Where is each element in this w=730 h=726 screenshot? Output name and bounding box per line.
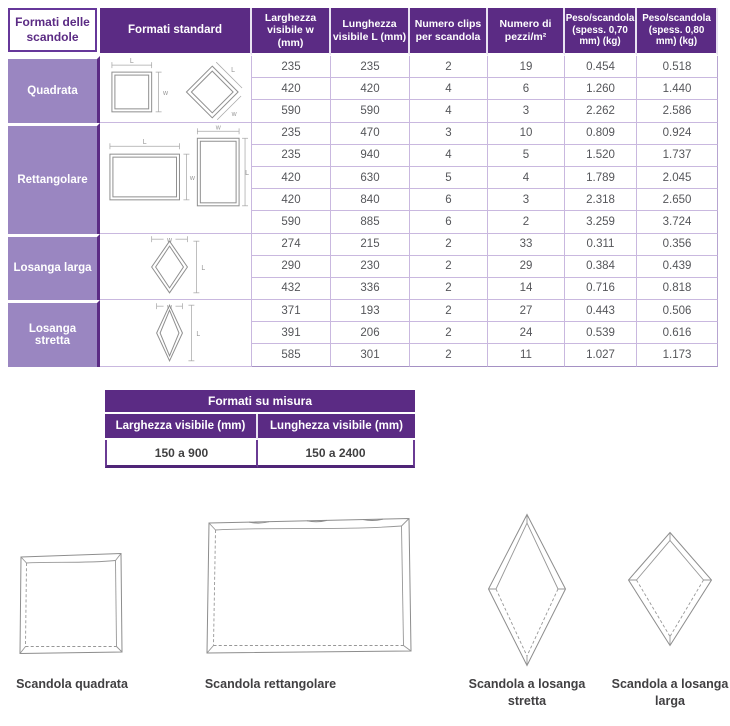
column-header-pezzi: Numero di pezzi/m² — [488, 8, 565, 56]
table-cell: 336 — [331, 278, 410, 300]
table-cell: 4 — [410, 145, 488, 167]
rectangle-shape-diagram — [100, 123, 251, 233]
narrow-diamond-shape-diagram — [100, 300, 251, 366]
table-cell: 391 — [252, 322, 331, 344]
table-cell: 0.818 — [637, 278, 718, 300]
table-cell: 301 — [331, 344, 410, 366]
table-cell: 0.716 — [565, 278, 637, 300]
corner-header: Formati delle scandole — [8, 8, 97, 52]
custom-header-lunghezza: Lunghezza visibile (mm) — [258, 414, 415, 440]
scandola-losanga-stretta-drawing — [485, 512, 569, 668]
table-cell: 206 — [331, 322, 410, 344]
table-cell: 2 — [410, 234, 488, 256]
dim-label-L: L — [245, 170, 249, 178]
table-cell: 590 — [252, 100, 331, 122]
table-cell: 193 — [331, 300, 410, 322]
dim-label-w: w — [167, 237, 173, 245]
scandola-losanga-larga-drawing — [626, 530, 714, 648]
table-cell: 2.586 — [637, 100, 718, 122]
table-cell: 1.789 — [565, 167, 637, 189]
table-cell: 2 — [410, 256, 488, 278]
group-label-rettangolare: Rettangolare — [8, 123, 100, 234]
group-label-losanga-stretta: Losanga stretta — [8, 300, 100, 367]
group-label-losanga-larga: Losanga larga — [8, 234, 100, 301]
table-cell: 27 — [488, 300, 565, 322]
table-cell: 371 — [252, 300, 331, 322]
custom-table-title: Formati su misura — [105, 390, 415, 414]
table-cell: 885 — [331, 211, 410, 233]
dim-label-w: w — [189, 175, 195, 183]
label-scandola-quadrata: Scandola quadrata — [16, 677, 128, 691]
table-cell: 3.259 — [565, 211, 637, 233]
wide-diamond-shape-diagram — [100, 234, 251, 300]
custom-value-lunghezza: 150 a 2400 — [258, 440, 415, 468]
table-cell: 6 — [488, 78, 565, 100]
table-cell: 235 — [252, 145, 331, 167]
table-cell: 2 — [410, 344, 488, 366]
table-cell: 1.027 — [565, 344, 637, 366]
table-cell: 590 — [331, 100, 410, 122]
table-cell: 290 — [252, 256, 331, 278]
table-cell: 230 — [331, 256, 410, 278]
table-cell: 11 — [488, 344, 565, 366]
diagram-quadrata — [100, 56, 252, 123]
dim-label-L: L — [201, 265, 206, 273]
table-cell: 19 — [488, 56, 565, 78]
table-cell: 3 — [488, 100, 565, 122]
table-cell: 420 — [252, 78, 331, 100]
table-cell: 10 — [488, 123, 565, 145]
table-cell: 1.173 — [637, 344, 718, 366]
table-cell: 235 — [252, 123, 331, 145]
scandola-rettangolare-drawing — [203, 512, 415, 658]
diagram-losanga-stretta — [100, 300, 252, 367]
table-cell: 5 — [410, 167, 488, 189]
column-header-formati-standard: Formati standard — [100, 8, 252, 56]
table-cell: 0.443 — [565, 300, 637, 322]
table-cell: 0.506 — [637, 300, 718, 322]
table-cell: 3.724 — [637, 211, 718, 233]
table-cell: 630 — [331, 167, 410, 189]
column-header-peso-080: Peso/scandola (spess. 0,80 mm) (kg) — [637, 8, 718, 56]
table-cell: 2 — [488, 211, 565, 233]
table-cell: 2 — [410, 56, 488, 78]
table-cell: 940 — [331, 145, 410, 167]
table-cell: 585 — [252, 344, 331, 366]
table-cell: 432 — [252, 278, 331, 300]
table-cell: 4 — [410, 100, 488, 122]
scandola-quadrata-drawing — [16, 548, 126, 658]
table-cell: 0.439 — [637, 256, 718, 278]
table-cell: 2 — [410, 278, 488, 300]
table-cell: 3 — [410, 123, 488, 145]
custom-formats-table — [105, 390, 415, 468]
dim-label-w: w — [231, 110, 237, 118]
table-cell: 0.311 — [565, 234, 637, 256]
dim-label-L: L — [142, 139, 147, 147]
table-cell: 4 — [410, 78, 488, 100]
table-cell: 0.454 — [565, 56, 637, 78]
diagram-losanga-larga — [100, 234, 252, 301]
square-shape-diagram — [100, 56, 251, 122]
column-header-clips: Numero clips per scandola — [410, 8, 488, 56]
table-cell: 0.356 — [637, 234, 718, 256]
table-cell: 6 — [410, 211, 488, 233]
table-cell: 0.518 — [637, 56, 718, 78]
table-cell: 14 — [488, 278, 565, 300]
table-cell: 2.650 — [637, 189, 718, 211]
table-cell: 420 — [331, 78, 410, 100]
table-cell: 235 — [252, 56, 331, 78]
label-scandola-rettangolare: Scandola rettangolare — [204, 677, 337, 691]
table-cell: 4 — [488, 167, 565, 189]
table-cell: 33 — [488, 234, 565, 256]
group-label-quadrata: Quadrata — [8, 56, 100, 123]
table-cell: 420 — [252, 167, 331, 189]
shingle-formats-table — [8, 8, 718, 367]
dim-label-w: w — [215, 124, 221, 132]
table-cell: 0.809 — [565, 123, 637, 145]
table-cell: 2 — [410, 322, 488, 344]
table-cell: 29 — [488, 256, 565, 278]
table-cell: 2.318 — [565, 189, 637, 211]
custom-value-larghezza: 150 a 900 — [105, 440, 258, 468]
column-header-larghezza: Larghezza visibile w (mm) — [252, 8, 331, 56]
table-cell: 24 — [488, 322, 565, 344]
table-cell: 235 — [331, 56, 410, 78]
table-cell: 5 — [488, 145, 565, 167]
table-cell: 840 — [331, 189, 410, 211]
table-cell: 1.440 — [637, 78, 718, 100]
table-cell: 3 — [488, 189, 565, 211]
table-cell: 2 — [410, 300, 488, 322]
diagram-rettangolare — [100, 123, 252, 234]
label-scandola-losanga-stretta: Scandola a losanga stretta — [468, 677, 586, 708]
table-cell: 1.520 — [565, 145, 637, 167]
dim-label-L: L — [129, 57, 134, 65]
dim-label-L: L — [196, 330, 201, 338]
table-cell: 420 — [252, 189, 331, 211]
table-cell: 6 — [410, 189, 488, 211]
table-cell: 2.045 — [637, 167, 718, 189]
table-cell: 0.924 — [637, 123, 718, 145]
table-cell: 470 — [331, 123, 410, 145]
column-header-peso-070: Peso/scandola (spess. 0,70 mm) (kg) — [565, 8, 637, 56]
table-cell: 0.384 — [565, 256, 637, 278]
dim-label-w: w — [163, 89, 169, 97]
table-cell: 2.262 — [565, 100, 637, 122]
label-scandola-losanga-larga: Scandola a losanga larga — [611, 677, 729, 708]
custom-header-larghezza: Larghezza visibile (mm) — [105, 414, 258, 440]
table-cell: 0.616 — [637, 322, 718, 344]
table-cell: 1.737 — [637, 145, 718, 167]
table-cell: 0.539 — [565, 322, 637, 344]
table-cell: 590 — [252, 211, 331, 233]
table-cell: 215 — [331, 234, 410, 256]
table-cell: 1.260 — [565, 78, 637, 100]
dim-label-w: w — [167, 304, 173, 312]
table-cell: 274 — [252, 234, 331, 256]
column-header-lunghezza: Lunghezza visibile L (mm) — [331, 8, 410, 56]
dim-label-L: L — [231, 66, 236, 74]
